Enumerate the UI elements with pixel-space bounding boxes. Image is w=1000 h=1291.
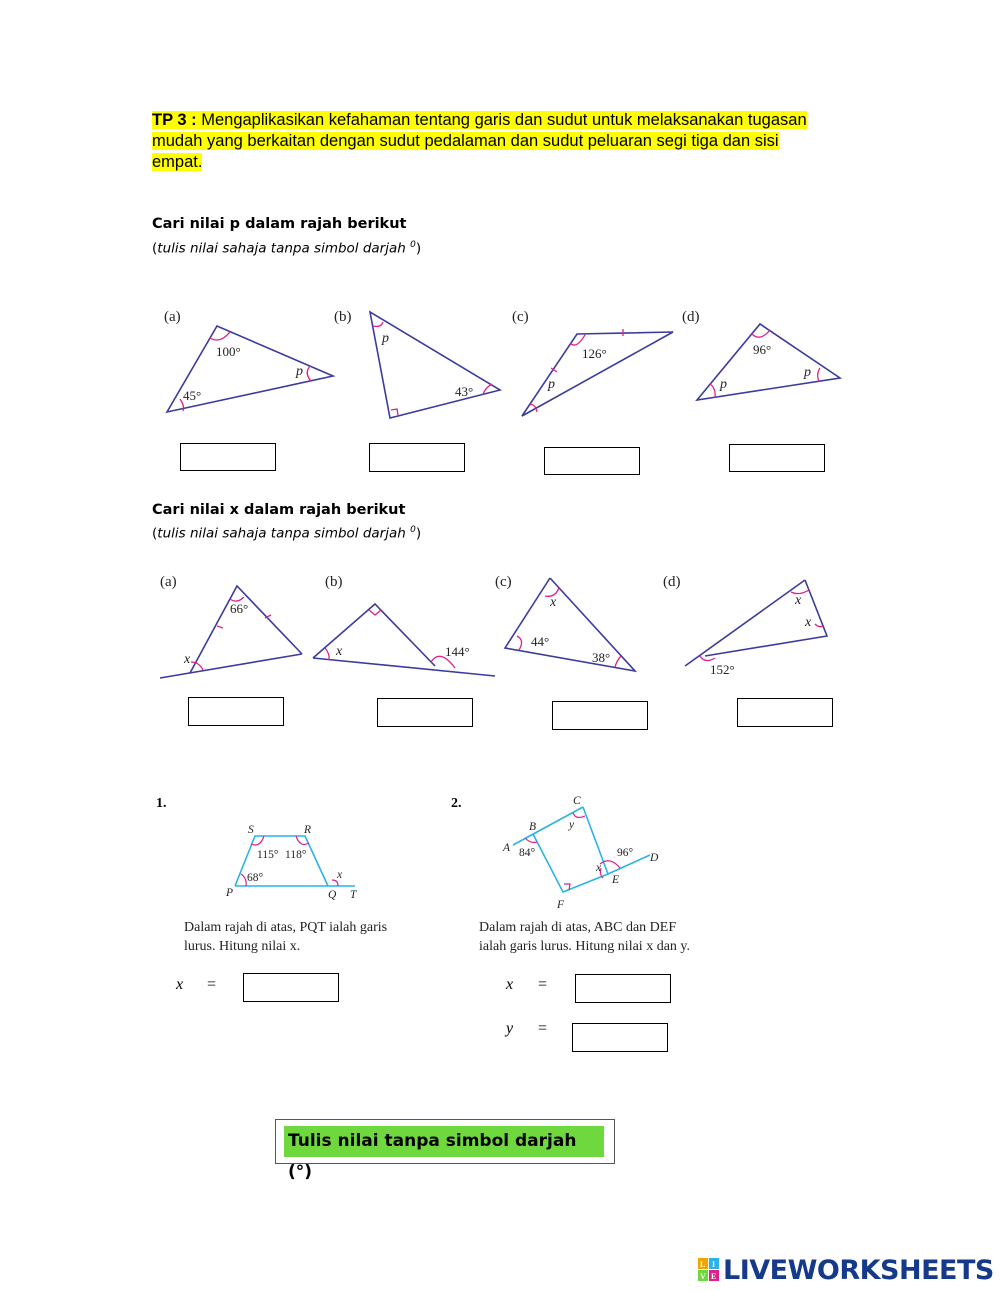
section-p-figures [150,298,862,436]
fig-p-c-angle-1: 126° [582,346,607,361]
problem1-figure [150,788,440,968]
problem2-equals-x: = [538,976,548,993]
section-x-figures [155,566,860,686]
triangle-c [522,332,673,416]
problem2-angle-y: y [569,819,575,831]
answer-box-p-c[interactable] [544,447,640,475]
tp3-objective [152,110,832,173]
answer-box-x-b[interactable] [377,698,473,727]
problem2-answer-label-x: x [506,976,514,993]
problem1-text-line1: Dalam rajah di atas, PQT ialah garis [184,920,388,935]
fig-p-label-b: (b) [334,309,352,325]
liveworksheets-logo [698,1252,994,1288]
fig-p-c-angle-2: p [548,377,555,392]
problem2-figure [445,788,735,968]
problem2-equals-y: = [538,1020,548,1037]
fig-p-label-a: (a) [164,309,181,325]
problem2-point-c: C [573,795,581,807]
tp3-text: Mengaplikasikan kefahaman tentang garis dan sudut untuk melaksanakan tugasan mudah yang berkaitan dengan sudut pedalaman dan sudut peluaran segi tiga dan sisi empat. [152,111,807,171]
problem2-text-line2: ialah garis lurus. Hitung nilai x dan y. [479,939,690,954]
fig-p-label-d: (d) [682,309,700,325]
problem1-answer-label: x [176,976,184,993]
fig-p-d-angle-1: 96° [753,342,772,357]
fig-p-a-angle-2: 45° [183,388,202,403]
fig-x-c-angle-2: 44° [531,634,550,649]
fig-x-a-angle-1: 66° [230,601,249,616]
fig-x-label-a: (a) [160,574,177,590]
instruction-note [275,1119,615,1182]
answer-box-problem1-x[interactable] [243,973,339,1002]
answer-box-x-d[interactable] [737,698,833,727]
problem2-number: 2. [451,796,462,811]
fig-x-label-c: (c) [495,574,512,590]
problem2-point-e: E [612,874,620,886]
problem1-angle-s: 115° [257,849,279,861]
triangle-d [697,324,840,400]
problem1-angle-p: 68° [247,872,264,884]
problem1-point-t: T [350,889,357,901]
fig-p-a-angle-1: 100° [216,344,241,359]
fig-x-d-angle-3: 152° [710,662,735,677]
answer-box-p-d[interactable] [729,444,825,472]
problem1-equals: = [207,976,217,993]
problem1-point-p: P [226,887,234,899]
problem2-angle-96: 96° [617,847,634,859]
problem2-text-line1: Dalam rajah di atas, ABC dan DEF [479,920,677,935]
problem2-angle-x: x [596,862,602,874]
fig-x-label-b: (b) [325,574,343,590]
problem1-angle-r: 118° [285,849,307,861]
fig-x-a-angle-2: x [184,652,191,667]
problem2-point-d: D [650,852,659,864]
problem1-point-q: Q [328,889,337,901]
svg-text:L: L [700,1260,706,1269]
fig-p-d-angle-2: p [720,377,727,392]
svg-text:I: I [712,1260,716,1269]
problem2-point-a: A [503,842,511,854]
section-p-subtitle: (tulis nilai sahaja tanpa simbol darjah $^0$) [152,240,422,257]
answer-box-x-c[interactable] [552,701,648,730]
section-x-title: Cari nilai x dalam rajah berikut [152,502,406,518]
problem2-answer-label-y: y [506,1020,514,1037]
problem2-point-f: F [557,899,565,911]
section-x-subtitle: (tulis nilai sahaja tanpa simbol darjah $^0$) [152,525,422,542]
tp3-label: TP 3 : [152,111,197,129]
liveworksheets-wordmark: LIVEWORKSHEETS [723,1254,994,1286]
answer-box-p-a[interactable] [180,443,276,471]
fig-x-c-angle-1: x [550,595,557,610]
svg-text:E: E [711,1272,717,1281]
fig-x-b-angle-2: 144° [445,644,470,659]
problem1-point-r: R [304,824,312,836]
fig-p-label-c: (c) [512,309,529,325]
fig-x-label-d: (d) [663,574,681,590]
answer-box-problem2-x[interactable] [575,974,671,1003]
fig-x-d-angle-2: x [805,615,812,630]
problem2-point-b: B [529,821,537,833]
fig-x-c-angle-3: 38° [592,650,611,665]
liveworksheets-icon [698,1258,720,1282]
fig-x-d-angle-1: x [795,593,802,608]
triangle-b [370,312,500,418]
answer-box-p-b[interactable] [369,443,465,472]
problem1-angle-x: x [337,869,343,881]
problem1-number: 1. [156,796,167,811]
problem1-point-s: S [248,824,254,836]
fig-p-b-angle-2: 43° [455,384,474,399]
answer-box-problem2-y[interactable] [572,1023,668,1052]
problem1-text-line2: lurus. Hitung nilai x. [184,939,301,954]
problem2-angle-84: 84° [519,847,536,859]
svg-text:V: V [700,1272,706,1281]
fig-x-b-angle-1: x [336,644,343,659]
fig-p-b-angle-1: p [382,331,389,346]
fig-p-d-angle-3: p [804,365,811,380]
fig-p-a-angle-3: p [296,364,303,379]
answer-box-x-a[interactable] [188,697,284,726]
instruction-note-text: Tulis nilai tanpa simbol darjah (°) [284,1126,604,1157]
section-p-title: Cari nilai p dalam rajah berikut [152,216,407,232]
